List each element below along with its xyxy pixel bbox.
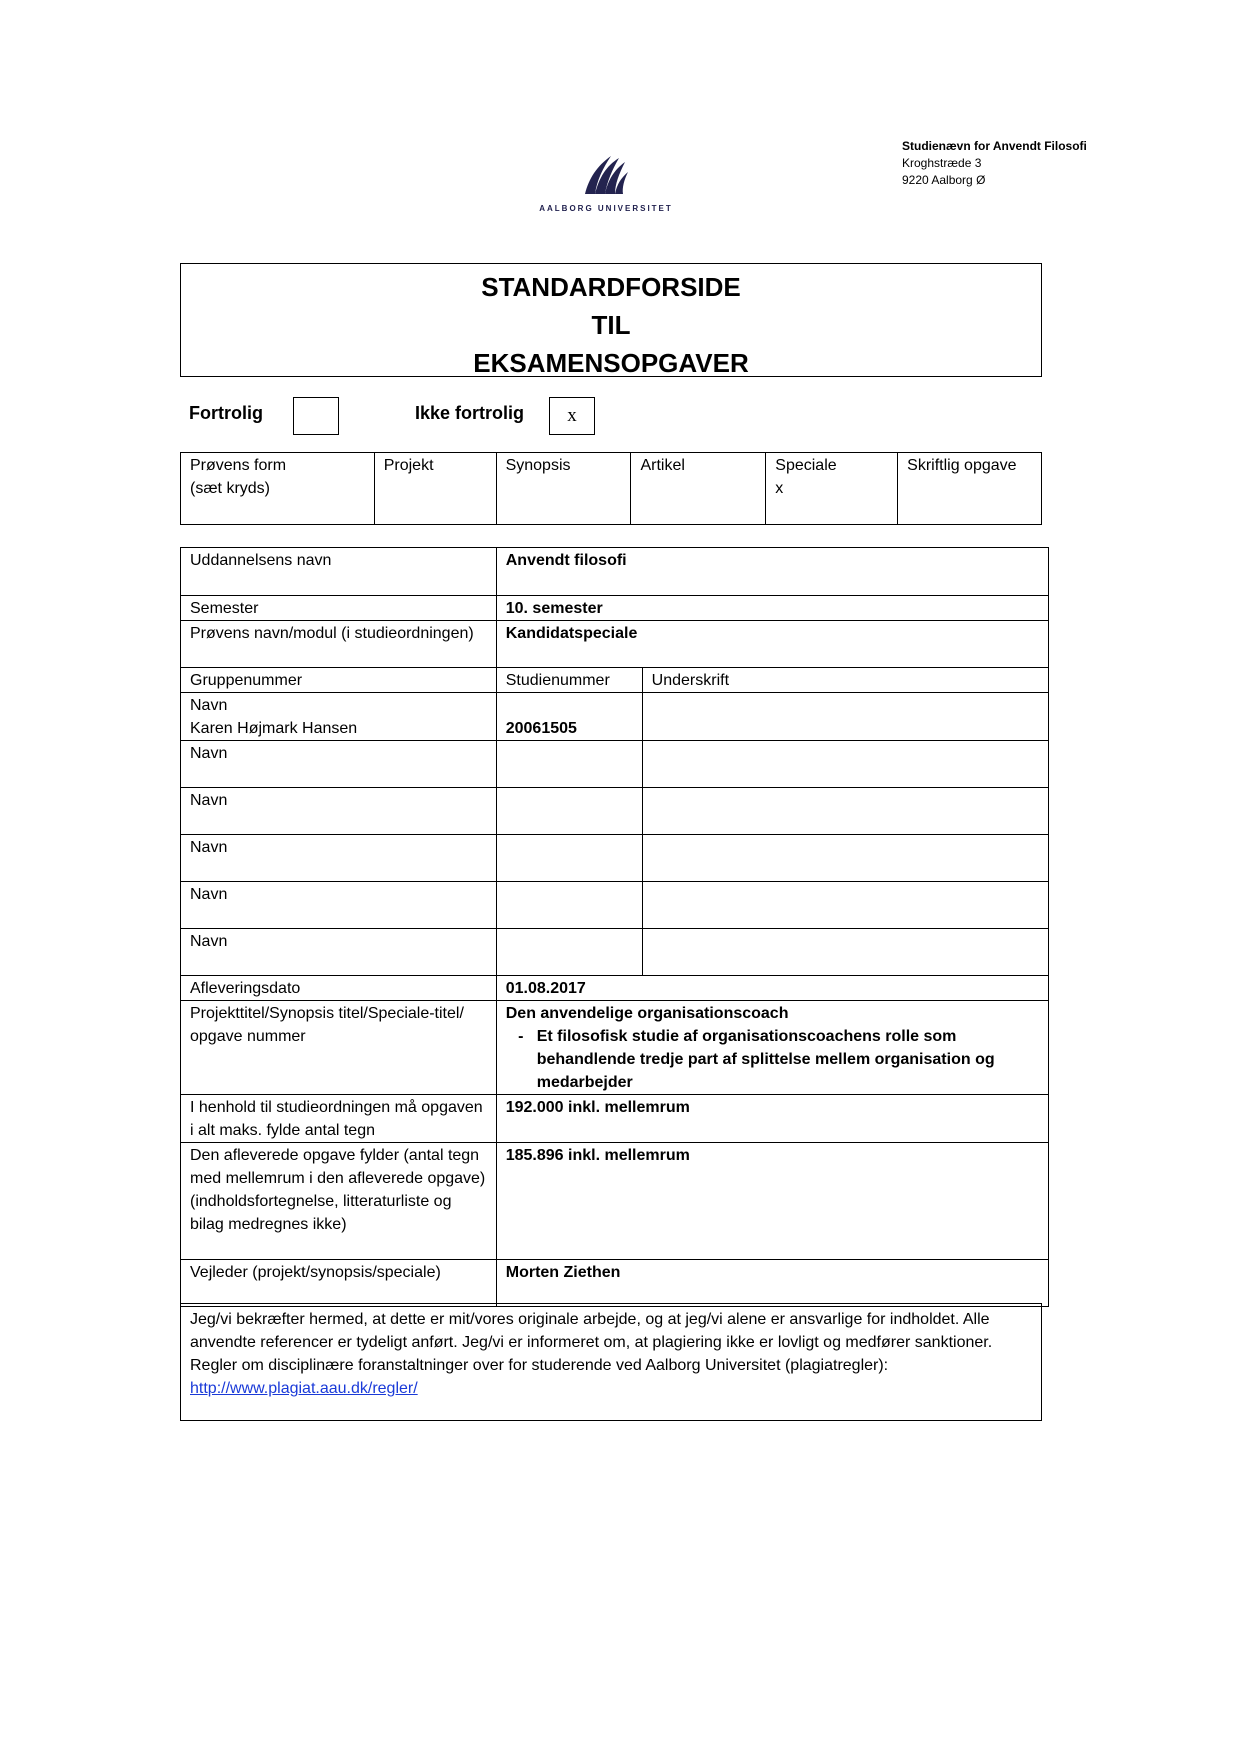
form-option-artikel[interactable] bbox=[631, 453, 766, 525]
table-row bbox=[181, 1095, 1049, 1143]
signature-cell[interactable] bbox=[642, 882, 1048, 929]
field-label: Uddannelsens navn bbox=[181, 548, 497, 596]
option-label: Skriftlig opgave bbox=[907, 457, 1017, 474]
project-title: Den anvendelige organisationscoach bbox=[505, 1005, 789, 1022]
subtitle-line bbox=[506, 1025, 1040, 1094]
field-value[interactable]: 10. semester bbox=[496, 596, 1048, 621]
field-label: Navn bbox=[181, 882, 497, 929]
table-row bbox=[181, 1001, 1049, 1095]
aau-wave-logo-icon bbox=[581, 148, 631, 200]
student-name[interactable]: Karen Højmark Hansen bbox=[190, 720, 358, 737]
table-row bbox=[181, 835, 1049, 882]
address-block bbox=[902, 138, 1087, 189]
field-value[interactable]: 185.896 inkl. mellemrum bbox=[496, 1143, 1048, 1260]
ikke-fortrolig-label: Ikke fortrolig bbox=[415, 403, 525, 423]
declaration-text: Jeg/vi bekræfter hermed, at dette er mit/vores originale arbejde, og at jeg/vi alene er ansvarlige for indholdet. Alle anvendte referencer er tydeligt anført. Jeg/vi er informeret om, at plagiering ikke er lovligt og medfører sanktioner. Regler om disciplinære foranstaltninger over for studerende ved Aalborg Universitet (plagiatregler): bbox=[190, 1311, 993, 1374]
table-row bbox=[181, 693, 1049, 741]
field-value[interactable]: Anvendt filosofi bbox=[496, 548, 1048, 596]
address-line: 9220 Aalborg Ø bbox=[902, 173, 986, 187]
field-value[interactable]: 192.000 inkl. mellemrum bbox=[496, 1095, 1048, 1143]
field-label: Afleveringsdato bbox=[181, 976, 497, 1001]
title-line: STANDARDFORSIDE bbox=[481, 272, 741, 302]
field-label: Vejleder (projekt/synopsis/speciale) bbox=[181, 1260, 497, 1307]
title-line: TIL bbox=[591, 310, 631, 340]
address-line: Studienævn for Anvendt Filosofi bbox=[902, 139, 1087, 153]
logo-text: AALBORG UNIVERSITET bbox=[539, 204, 673, 213]
form-label-cell bbox=[181, 453, 375, 525]
project-subtitle: Et filosofisk studie af organisationscoachens rolle som behandlende tredje part af splittelse mellem organisation og medarbejder bbox=[536, 1028, 995, 1091]
field-label: Gruppenummer bbox=[181, 668, 497, 693]
field-label: Navn bbox=[181, 741, 497, 788]
form-option-synopsis[interactable] bbox=[496, 453, 631, 525]
student-number-cell[interactable] bbox=[496, 929, 642, 976]
option-mark: x bbox=[775, 480, 784, 497]
fortrolig-checkbox[interactable] bbox=[293, 397, 339, 435]
title-box bbox=[180, 263, 1042, 377]
option-label: Projekt bbox=[383, 457, 434, 474]
student-number-cell[interactable] bbox=[496, 741, 642, 788]
signature-cell[interactable] bbox=[642, 693, 1048, 741]
field-label: Navn bbox=[181, 929, 497, 976]
field-value[interactable]: Kandidatspeciale bbox=[496, 621, 1048, 668]
declaration-box bbox=[180, 1303, 1042, 1421]
field-label: I henhold til studieordningen må opgaven i alt maks. fylde antal tegn bbox=[181, 1095, 497, 1143]
field-label: Navn bbox=[190, 697, 228, 714]
option-label: Speciale bbox=[775, 457, 837, 474]
field-label: Projekttitel/Synopsis titel/Speciale-titel/ opgave nummer bbox=[181, 1001, 497, 1095]
student-name-cell bbox=[181, 693, 497, 741]
exam-form-table bbox=[180, 452, 1042, 525]
table-row bbox=[181, 668, 1049, 693]
signature-cell[interactable] bbox=[642, 929, 1048, 976]
field-label: Navn bbox=[181, 835, 497, 882]
table-row bbox=[181, 596, 1049, 621]
form-option-speciale[interactable] bbox=[766, 453, 898, 525]
table-row bbox=[181, 929, 1049, 976]
student-number-cell[interactable] bbox=[496, 693, 642, 741]
ikke-fortrolig-checkbox[interactable]: x bbox=[549, 397, 595, 435]
signature-cell[interactable] bbox=[642, 741, 1048, 788]
table-row bbox=[181, 1143, 1049, 1260]
signature-cell[interactable] bbox=[642, 788, 1048, 835]
option-label: Synopsis bbox=[505, 457, 571, 474]
table-row bbox=[181, 1260, 1049, 1307]
signature-cell[interactable] bbox=[642, 835, 1048, 882]
form-label-hint: (sæt kryds) bbox=[190, 480, 270, 497]
field-label: Prøvens navn/modul (i studieordningen) bbox=[181, 621, 497, 668]
university-logo bbox=[536, 148, 676, 230]
form-label: Prøvens form bbox=[190, 457, 287, 474]
fortrolig-label: Fortrolig bbox=[189, 403, 263, 423]
title-line: EKSAMENSOPGAVER bbox=[473, 348, 749, 378]
column-header: Studienummer bbox=[496, 668, 642, 693]
form-option-projekt[interactable] bbox=[374, 453, 496, 525]
table-row bbox=[181, 976, 1049, 1001]
address-line: Kroghstræde 3 bbox=[902, 156, 982, 170]
form-option-skriftlig[interactable] bbox=[898, 453, 1042, 525]
student-number-cell[interactable] bbox=[496, 882, 642, 929]
field-label: Den afleverede opgave fylder (antal tegn med mellemrum i den afleverede opgave) (indholdsfortegnelse, litteraturliste og bilag medregnes ikke) bbox=[181, 1143, 497, 1260]
student-number-cell[interactable] bbox=[496, 788, 642, 835]
project-title-cell[interactable] bbox=[496, 1001, 1048, 1095]
plagiarism-rules-link[interactable]: http://www.plagiat.aau.dk/regler/ bbox=[190, 1380, 418, 1397]
option-label: Artikel bbox=[640, 457, 685, 474]
exam-info-table bbox=[180, 547, 1049, 1307]
table-row bbox=[181, 621, 1049, 668]
table-row bbox=[181, 882, 1049, 929]
student-number: 20061505 bbox=[505, 720, 577, 737]
table-row bbox=[181, 788, 1049, 835]
field-value[interactable]: 01.08.2017 bbox=[496, 976, 1048, 1001]
field-value[interactable]: Morten Ziethen bbox=[496, 1260, 1048, 1307]
student-number-cell[interactable] bbox=[496, 835, 642, 882]
field-label: Navn bbox=[181, 788, 497, 835]
table-row bbox=[181, 548, 1049, 596]
table-row bbox=[181, 453, 1042, 525]
dash-bullet: - bbox=[518, 1028, 524, 1045]
table-row bbox=[181, 741, 1049, 788]
field-label: Semester bbox=[181, 596, 497, 621]
column-header: Underskrift bbox=[642, 668, 1048, 693]
